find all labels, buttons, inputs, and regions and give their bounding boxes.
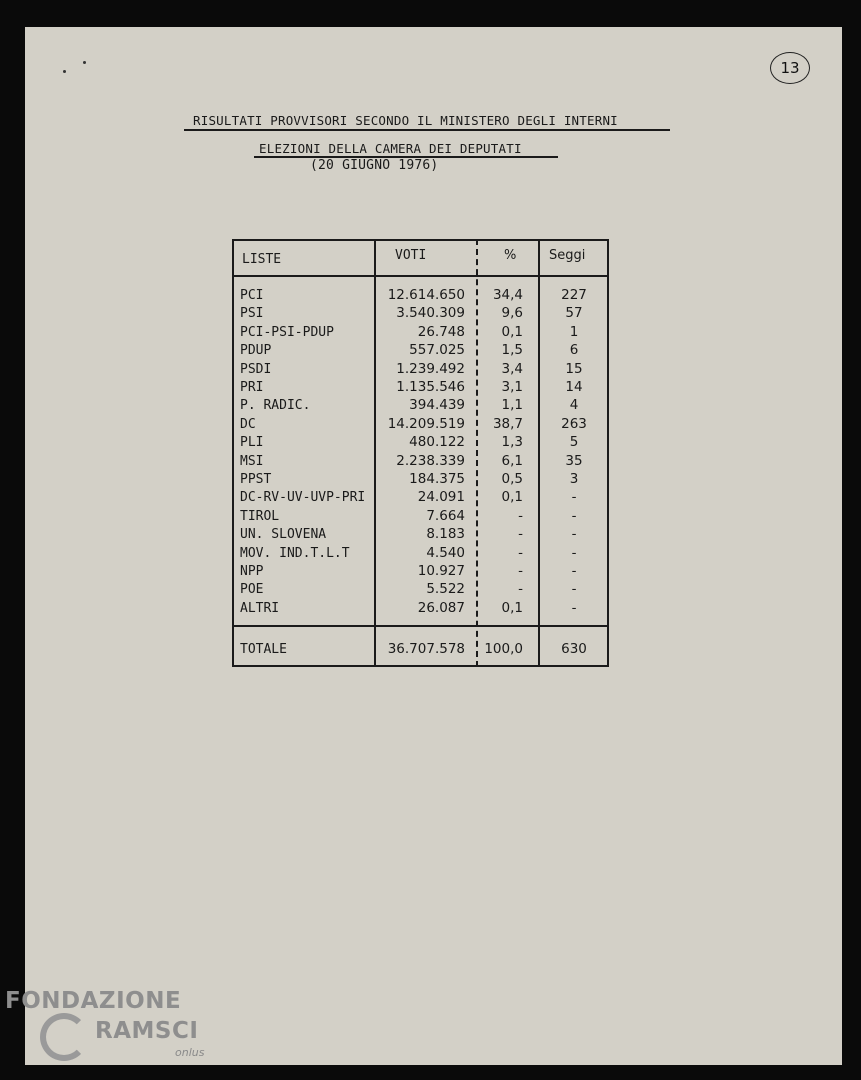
row-votes: 26.087 (417, 600, 465, 616)
row-percentage: 1,3 (501, 434, 523, 450)
row-votes: 12.614.650 (387, 287, 465, 303)
row-votes: 1.135.546 (396, 379, 465, 395)
watermark-subtitle: RAMSCI (95, 1018, 199, 1044)
row-percentage: 1,1 (501, 397, 523, 413)
table-total-divider (232, 625, 609, 627)
row-seats: 5 (569, 434, 579, 450)
row-party-name: PCI-PSI-PDUP (240, 325, 334, 340)
table-header-divider (232, 275, 609, 277)
row-percentage: 0,1 (501, 489, 523, 505)
row-votes: 184.375 (409, 471, 465, 487)
row-votes: 5.522 (426, 581, 465, 597)
row-seats: 14 (565, 379, 583, 395)
row-party-name: PPST (240, 472, 272, 487)
row-percentage: 34,4 (492, 287, 523, 303)
total-votes: 36.707.578 (387, 641, 465, 657)
paper-speck (83, 61, 86, 64)
row-percentage: - (518, 563, 523, 579)
row-party-name: P. RADIC. (240, 398, 311, 413)
header-line-2: ELEZIONI DELLA CAMERA DEI DEPUTATI (259, 141, 522, 156)
row-party-name: PSI (240, 306, 264, 321)
row-seats: 227 (561, 287, 587, 303)
row-party-name: UN. SLOVENA (240, 527, 327, 542)
column-divider-pct (476, 239, 478, 667)
row-votes: 14.209.519 (387, 416, 465, 432)
results-table (232, 239, 609, 667)
row-party-name: PLI (240, 435, 264, 450)
header-underline-1 (184, 129, 670, 131)
row-percentage: - (518, 581, 523, 597)
row-votes: 4.540 (426, 545, 465, 561)
row-party-name: PDUP (240, 343, 272, 358)
row-votes: 394.439 (409, 397, 465, 413)
row-seats: - (571, 600, 577, 616)
row-percentage: 0,5 (501, 471, 523, 487)
table-border-bottom (232, 665, 609, 667)
row-seats: 6 (569, 342, 579, 358)
table-border-top (232, 239, 609, 241)
row-party-name: PCI (240, 288, 264, 303)
watermark-onlus: onlus (175, 1046, 205, 1059)
row-party-name: NPP (240, 564, 264, 579)
row-seats: 57 (565, 305, 583, 321)
column-header-pct: % (504, 248, 517, 263)
row-party-name: POE (240, 582, 264, 597)
row-percentage: 9,6 (501, 305, 523, 321)
row-votes: 26.748 (417, 324, 465, 340)
row-party-name: MOV. IND.T.L.T (240, 546, 350, 561)
watermark-title: FONDAZIONE (5, 988, 182, 1014)
row-seats: - (571, 545, 577, 561)
row-seats: - (571, 581, 577, 597)
row-votes: 1.239.492 (396, 361, 465, 377)
row-party-name: MSI (240, 454, 264, 469)
row-votes: 7.664 (426, 508, 465, 524)
row-seats: - (571, 508, 577, 524)
row-party-name: TIROL (240, 509, 280, 524)
row-percentage: 38,7 (492, 416, 523, 432)
row-seats: 263 (561, 416, 587, 432)
header-date: (20 GIUGNO 1976) (310, 158, 439, 173)
row-seats: - (571, 489, 577, 505)
row-percentage: - (518, 545, 523, 561)
row-seats: 3 (569, 471, 579, 487)
row-seats: - (571, 526, 577, 542)
total-percentage: 100,0 (484, 641, 523, 657)
paper-speck (63, 70, 66, 73)
row-votes: 480.122 (409, 434, 465, 450)
row-party-name: PRI (240, 380, 264, 395)
column-header-liste: LISTE (242, 252, 282, 267)
column-divider-votes (374, 239, 376, 667)
row-percentage: 0,1 (501, 600, 523, 616)
row-percentage: 0,1 (501, 324, 523, 340)
row-votes: 2.238.339 (396, 453, 465, 469)
row-seats: 15 (565, 361, 583, 377)
page-number: 13 (770, 52, 810, 84)
row-votes: 8.183 (426, 526, 465, 542)
header-line-1: RISULTATI PROVVISORI SECONDO IL MINISTERO DEGLI INTERNI (193, 113, 618, 128)
row-party-name: DC (240, 417, 256, 432)
column-header-voti: VOTI (395, 248, 427, 263)
row-seats: 4 (569, 397, 579, 413)
row-party-name: ALTRI (240, 601, 280, 616)
row-party-name: PSDI (240, 362, 272, 377)
row-percentage: - (518, 526, 523, 542)
table-border-left (232, 239, 234, 667)
row-seats: - (571, 563, 577, 579)
row-percentage: 3,1 (501, 379, 523, 395)
total-label: TOTALE (240, 642, 287, 657)
row-votes: 3.540.309 (396, 305, 465, 321)
row-votes: 557.025 (409, 342, 465, 358)
row-percentage: 1,5 (501, 342, 523, 358)
row-percentage: - (518, 508, 523, 524)
column-header-seggi: Seggi (549, 248, 586, 263)
total-seats: 630 (561, 641, 587, 657)
row-party-name: DC-RV-UV-UVP-PRI (240, 490, 366, 505)
row-votes: 10.927 (417, 563, 465, 579)
row-seats: 1 (569, 324, 579, 340)
row-votes: 24.091 (417, 489, 465, 505)
row-percentage: 3,4 (501, 361, 523, 377)
row-percentage: 6,1 (501, 453, 523, 469)
row-seats: 35 (565, 453, 583, 469)
watermark-g-logo (40, 1013, 88, 1061)
